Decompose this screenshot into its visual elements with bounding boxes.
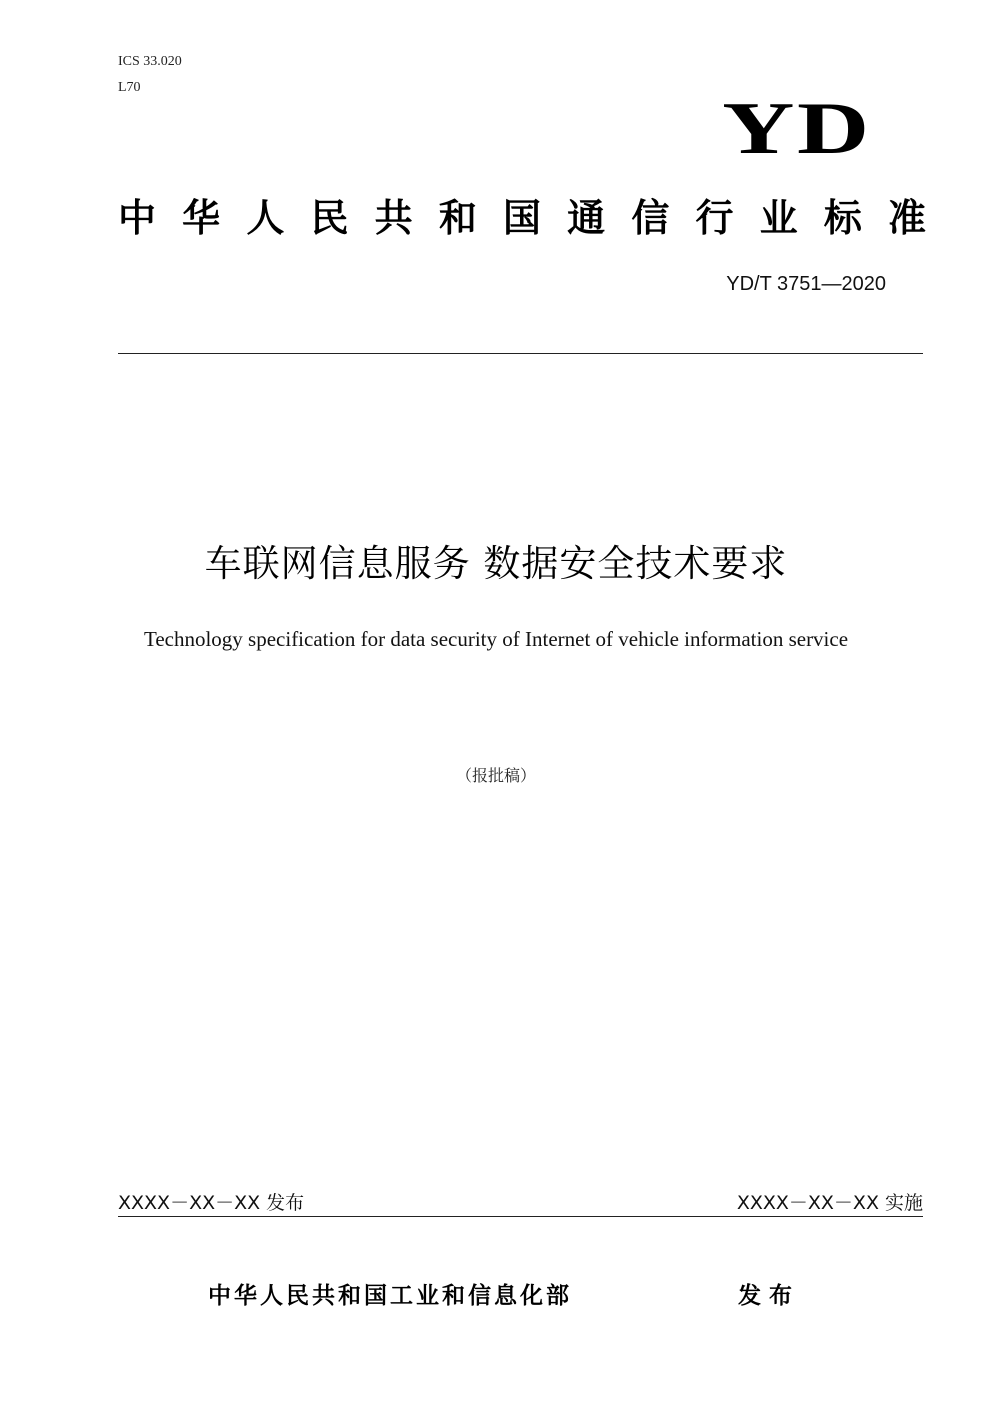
publish-label: 发布 bbox=[738, 1283, 800, 1309]
industry-standard-title: 中华人民共和国通信行业标准 bbox=[118, 196, 926, 240]
bottom-divider bbox=[118, 1216, 923, 1217]
ccs-code: L70 bbox=[118, 80, 141, 95]
yd-logo: YD bbox=[722, 88, 872, 170]
document-title-chinese: 车联网信息服务 数据安全技术要求 bbox=[204, 542, 788, 585]
implement-date: XXXX－XX－XX 实施 bbox=[736, 1192, 923, 1214]
publish-date: XXXX－XX－XX 发布 bbox=[118, 1192, 305, 1214]
document-title-english: Technology specification for data security of Internet of vehicle information service bbox=[143, 627, 849, 651]
publisher-name: 中华人民共和国工业和信息化部 bbox=[208, 1283, 572, 1309]
standard-number: YD/T 3751—2020 bbox=[726, 273, 886, 295]
ics-code: ICS 33.020 bbox=[118, 54, 182, 69]
top-divider bbox=[118, 353, 923, 354]
draft-status: （报批稿） bbox=[455, 766, 536, 785]
